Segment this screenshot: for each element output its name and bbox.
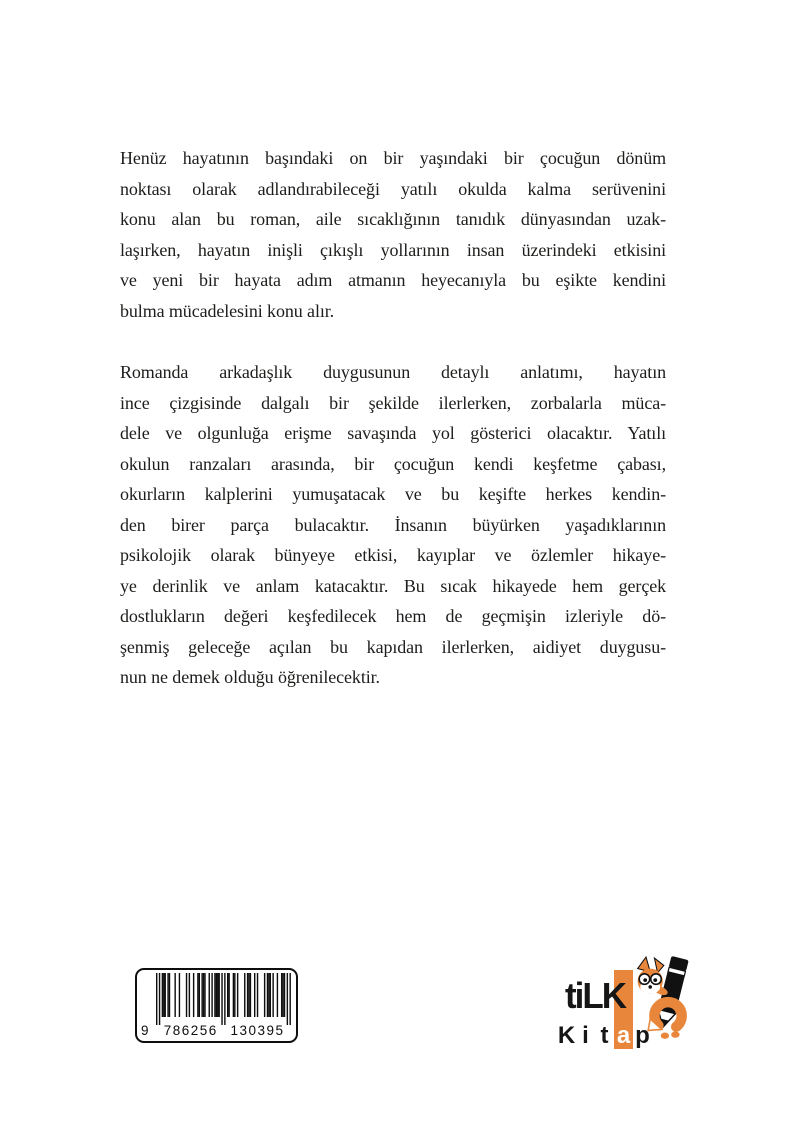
text-line: Romanda arkadaşlık duygusunun detaylı anlatımı, hayatın (120, 362, 666, 382)
blurb-text (120, 143, 666, 724)
text-line: bulma mücadelesini konu alır. (120, 300, 335, 321)
logo-letter: K (557, 1022, 576, 1049)
logo-wordmark-kitap (557, 1022, 652, 1050)
text-line: okurların kalplerini yumuşatacak ve bu keşifte herkes kendin- (120, 484, 666, 504)
logo-letter: p (635, 1022, 650, 1049)
logo-letter-accent: a (614, 1022, 633, 1049)
paragraph (120, 143, 666, 326)
paragraph (120, 357, 666, 693)
svg-text:9: 9 (141, 1022, 151, 1038)
text-line: Henüz hayatının başındaki on bir yaşındaki bir çocuğun dönüm (120, 148, 666, 168)
svg-text:786256: 786256 (163, 1022, 218, 1038)
text-line: den birer parça bulacaktır. İnsanın büyürken yaşadıklarının (120, 514, 666, 535)
text-line: konu alan bu roman, aile sıcaklığının tanıdık dünyasından uzak- (120, 209, 666, 229)
publisher-logo (556, 956, 712, 1060)
text-line: ince çizgisinde dalgalı bir şekilde ilerlerken, zorbalarla müca- (120, 392, 666, 413)
text-line: ye derinlik ve anlam katacaktır. Bu sıcak hikayede hem gerçek (120, 575, 666, 596)
text-line: psikolojik olarak bünyeye etkisi, kayıplar ve özlemler hikaye- (120, 545, 666, 565)
text-line: nun ne demek olduğu öğrenilecektir. (120, 667, 380, 687)
barcode-bars-icon (140, 973, 293, 1039)
logo-wordmark-tilk: tiLK (565, 975, 626, 1017)
text-line: dele ve olgunluğa erişme savaşında yol gösterici olacaktır. Yatılı (120, 423, 666, 443)
paragraphs-container (120, 143, 666, 693)
text-line: ve yeni bir hayata adım atmanın heyecanıyla bu eşikte kendini (120, 270, 666, 290)
logo-letter: t (600, 1022, 609, 1049)
text-line: okulun ranzaları arasında, bir çocuğun kendi keşfetme çabası, (120, 453, 666, 474)
barcode (135, 968, 298, 1043)
text-line: dostlukların değeri keşfedilecek hem de geçmişin izleriyle dö- (120, 606, 666, 626)
text-line: şenmiş geleceğe açılan bu kapıdan ilerlerken, aidiyet duygusu- (120, 636, 666, 657)
logo-letter: i (582, 1022, 589, 1049)
text-line: noktası olarak adlandırabileceği yatılı okulda kalma serüvenini (120, 178, 666, 199)
svg-text:130395: 130395 (230, 1022, 285, 1038)
text-line: laşırken, hayatın inişli çıkışlı yollarının insan üzerindeki etkisini (120, 239, 666, 260)
